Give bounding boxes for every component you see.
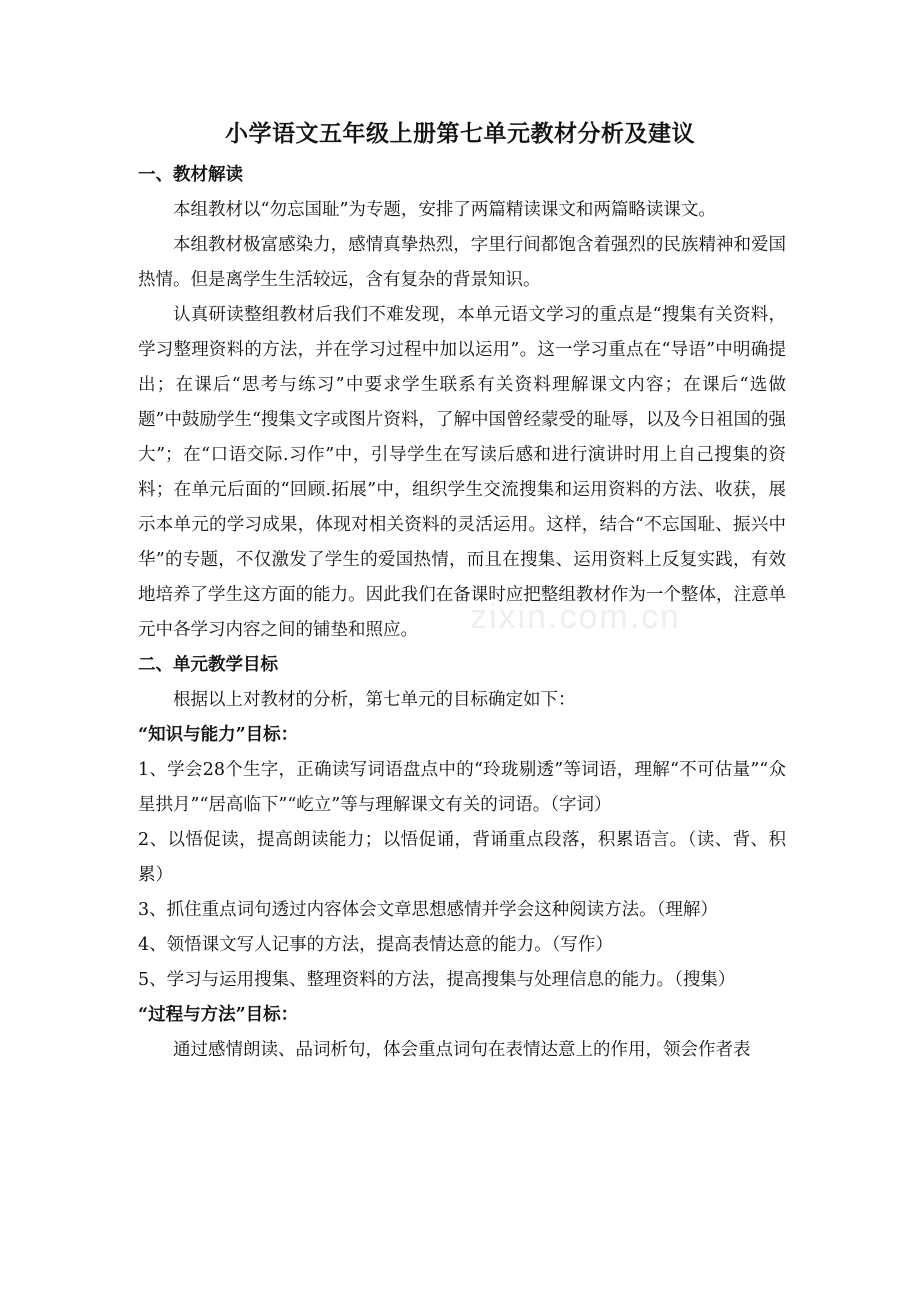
- document-title: 小学语文五年级上册第七单元教材分析及建议: [225, 120, 695, 147]
- document-body: [138, 158, 786, 1068]
- paragraph: 本组教材以“勿忘国耻”为专题，安排了两篇精读课文和两篇略读课文。: [173, 200, 716, 220]
- section-heading-goals: 二、单元教学目标: [138, 655, 278, 675]
- goal-item: 1、学会28个生字，正确读写词语盘点中的“玲珑剔透”等词语，理解“不可估量”“众星拱月”“居高临下”“屹立”等与理解课文有关的词语。（字词）: [138, 760, 786, 815]
- section-heading-materials: 一、教材解读: [138, 165, 243, 185]
- goal-item: 2、以悟促读，提高朗读能力；以悟促诵，背诵重点段落，积累语言。（读、背、积累）: [138, 830, 786, 885]
- paragraph: 本组教材极富感染力，感情真挚热烈，字里行间都饱含着强烈的民族精神和爱国热情。但是离学生生活较远，含有复杂的背景知识。: [138, 235, 786, 290]
- paragraph: 根据以上对教材的分析，第七单元的目标确定如下：: [173, 690, 576, 710]
- paragraph: 通过感情朗读、品词析句，体会重点词句在表情达意上的作用，领会作者表: [173, 1040, 751, 1060]
- goal-heading-process: “过程与方法”目标：: [138, 1005, 299, 1025]
- goal-item: 4、领悟课文写人记事的方法，提高表情达意的能力。（写作）: [138, 935, 613, 955]
- goal-heading-knowledge: “知识与能力”目标：: [138, 725, 299, 745]
- watermark: zixin.com.cn: [470, 598, 682, 636]
- goal-item: 5、学习与运用搜集、整理资料的方法，提高搜集与处理信息的能力。（搜集）: [138, 970, 736, 990]
- paragraph: 认真研读整组教材后我们不难发现，本单元语文学习的重点是“搜集有关资料，学习整理资料的方法，并在学习过程中加以运用”。这一学习重点在“导语”中明确提出；在课后“思考与练习”中要求学生联系有关资料理解课文内容；在课后“选做题”中鼓励学生“搜集文字或图片资料，了解中国曾经蒙受的耻辱，以及今日祖国的强大”；在“口语交际.习作”中，引导学生在写读后感和进行演讲时用上自己搜集的资料；在单元后面的“回顾.拓展”中，组织学生交流搜集和运用资料的方法、收获，展示本单元的学习成果，体现对相关资料的灵活运用。这样，结合“不忘国耻、振兴中华”的专题，不仅激发了学生的爱国热情，而且在搜集、运用资料上反复实践，有效地培养了学生这方面的能力。因此我们在备课时应把整组教材作为一个整体，注意单元中各学习内容之间的铺垫和照应。: [138, 305, 786, 640]
- goal-item: 3、抓住重点词句透过内容体会文章思想感情并学会这种阅读方法。（理解）: [138, 900, 718, 920]
